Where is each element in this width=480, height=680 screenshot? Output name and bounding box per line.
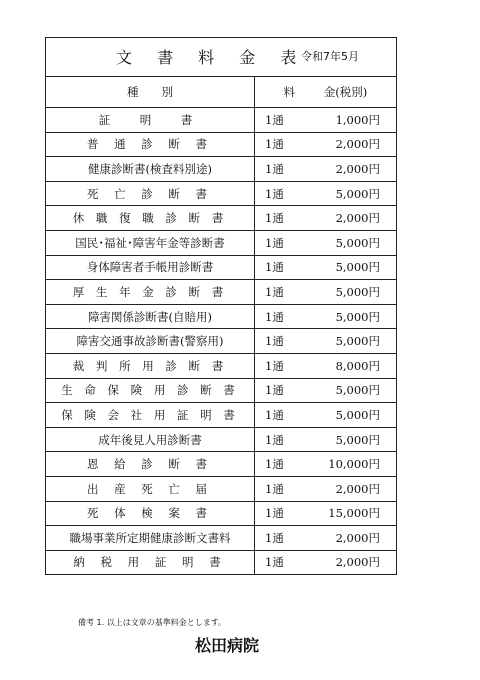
price-cell: 2,000円 — [295, 206, 396, 231]
document-type-name: 恩 給 診 断 書 — [86, 457, 214, 472]
price-cell: 2,000円 — [295, 132, 396, 157]
document-type-name: 証 明 書 — [98, 112, 202, 127]
table-row — [46, 353, 396, 378]
table-row — [46, 132, 396, 157]
document-type-name: 職場事業所定期健康診断文書料 — [69, 530, 231, 545]
table-row — [46, 378, 396, 403]
document-type-name: 納 税 用 証 明 書 — [73, 555, 227, 570]
unit-cell: 1通 — [255, 181, 296, 206]
remarks-note: 備考 1. 以上は文章の基準料金とします。 — [78, 618, 227, 627]
unit-cell: 1通 — [255, 280, 296, 305]
price-cell: 5,000円 — [295, 280, 396, 305]
table-row — [46, 550, 396, 574]
table-row — [46, 501, 396, 526]
document-type-name: 障害関係診断書(自賠用) — [88, 309, 212, 324]
table-header-row — [46, 77, 396, 108]
price-cell: 1,000円 — [295, 108, 396, 133]
table-row — [46, 304, 396, 329]
document-type-name: 厚 生 年 金 診 断 書 — [72, 284, 228, 299]
unit-cell: 1通 — [255, 403, 296, 428]
unit-cell: 1通 — [255, 255, 296, 280]
table-row — [46, 329, 396, 354]
unit-cell: 1通 — [255, 157, 296, 182]
unit-cell: 1通 — [255, 206, 296, 231]
document-type-name: 生 命 保 険 用 診 断 書 — [61, 383, 239, 398]
table-row — [46, 476, 396, 501]
fee-table — [46, 77, 396, 574]
document-date: 令和7年5月 — [301, 50, 359, 63]
table-row — [46, 526, 396, 551]
price-cell: 2,000円 — [295, 476, 396, 501]
document-type-name: 国民･福祉･障害年金等診断書 — [75, 235, 225, 250]
unit-cell: 1通 — [255, 452, 296, 477]
price-cell: 8,000円 — [295, 353, 396, 378]
document-type-name: 健康診断書(検査料別途) — [88, 161, 212, 176]
header-fee-unit: 金(税別) — [295, 77, 396, 108]
table-row — [46, 280, 396, 305]
document-type-name: 普 通 診 断 書 — [86, 137, 214, 152]
price-cell: 5,000円 — [295, 403, 396, 428]
unit-cell: 1通 — [255, 501, 296, 526]
table-row — [46, 427, 396, 452]
hospital-name: 松田病院 — [195, 636, 260, 655]
header-fee-label: 料 — [255, 77, 296, 108]
unit-cell: 1通 — [255, 378, 296, 403]
unit-cell: 1通 — [255, 427, 296, 452]
unit-cell: 1通 — [255, 476, 296, 501]
header-type: 種 別 — [46, 77, 255, 108]
table-row — [46, 230, 396, 255]
table-row — [46, 157, 396, 182]
table-row — [46, 452, 396, 477]
table-row — [46, 181, 396, 206]
price-cell: 5,000円 — [295, 255, 396, 280]
price-cell: 5,000円 — [295, 304, 396, 329]
price-cell: 5,000円 — [295, 181, 396, 206]
document-type-name: 裁 判 所 用 診 断 書 — [72, 358, 228, 373]
unit-cell: 1通 — [255, 108, 296, 133]
table-row — [46, 206, 396, 231]
document-type-name: 保 険 会 社 用 証 明 書 — [61, 407, 239, 422]
document-type-name: 障害交通事故診断書(警察用) — [76, 334, 224, 349]
document-type-name: 死 体 検 案 書 — [86, 506, 214, 521]
unit-cell: 1通 — [255, 230, 296, 255]
unit-cell: 1通 — [255, 329, 296, 354]
unit-cell: 1通 — [255, 526, 296, 551]
price-cell: 5,000円 — [295, 378, 396, 403]
fee-table-sheet — [45, 37, 397, 575]
unit-cell: 1通 — [255, 132, 296, 157]
table-row — [46, 255, 396, 280]
price-cell: 5,000円 — [295, 230, 396, 255]
title-row — [46, 38, 396, 77]
unit-cell: 1通 — [255, 353, 296, 378]
unit-cell: 1通 — [255, 304, 296, 329]
document-type-name: 身体障害者手帳用診断書 — [86, 260, 214, 275]
unit-cell: 1通 — [265, 555, 284, 570]
document-type-name: 休 職 復 職 診 断 書 — [72, 211, 228, 226]
table-row — [46, 108, 396, 133]
price-cell: 10,000円 — [295, 452, 396, 477]
price-cell: 2,000円 — [295, 526, 396, 551]
price-cell: 15,000円 — [295, 501, 396, 526]
document-type-name: 死 亡 診 断 書 — [86, 186, 214, 201]
document-title: 文 書 料 金 表 — [116, 48, 307, 67]
document-type-name: 成年後見人用診断書 — [98, 432, 202, 447]
price-cell: 5,000円 — [295, 427, 396, 452]
document-type-name: 出 産 死 亡 届 — [86, 481, 214, 496]
price-cell: 5,000円 — [295, 329, 396, 354]
price-cell: 2,000円 — [335, 555, 380, 570]
table-row — [46, 403, 396, 428]
price-cell: 2,000円 — [295, 157, 396, 182]
